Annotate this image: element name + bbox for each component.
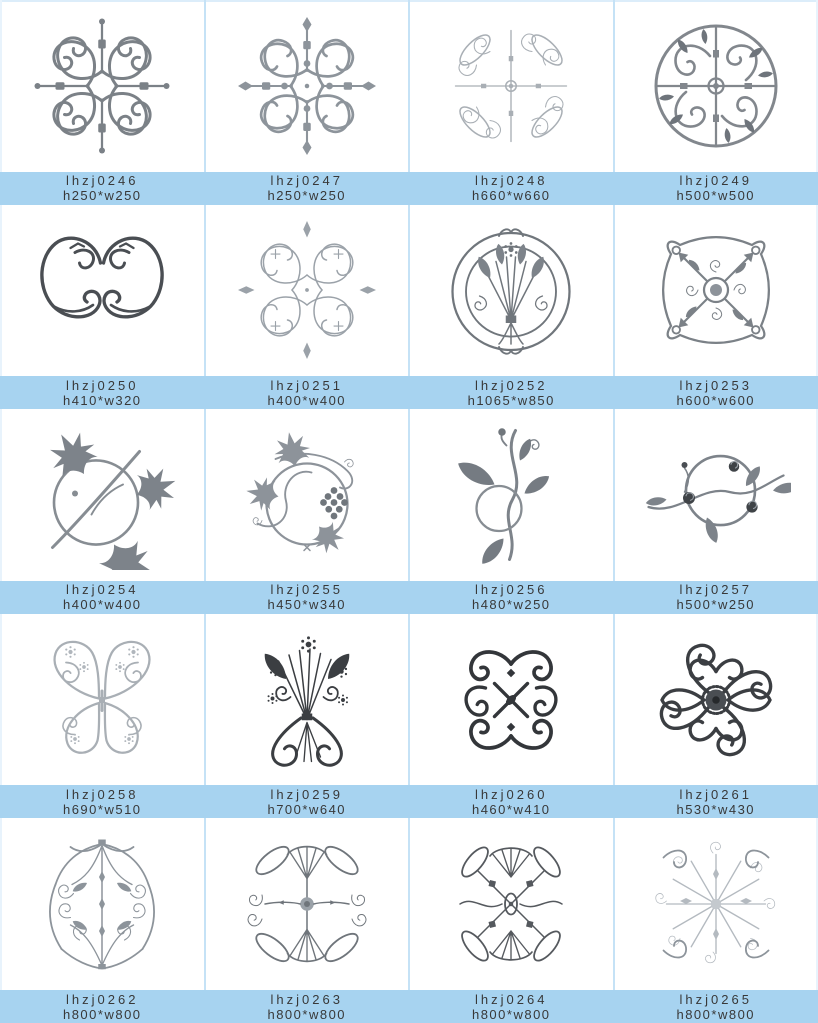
product-size: h800*w800 bbox=[676, 1006, 756, 1022]
product-code: lhzj0252 bbox=[475, 377, 548, 393]
product-code: lhzj0251 bbox=[270, 377, 343, 393]
product-code: lhzj0255 bbox=[270, 582, 343, 598]
product-size: h500*w250 bbox=[676, 597, 756, 613]
product-size: h600*w600 bbox=[676, 392, 756, 408]
product-cell-lhzj0249 bbox=[614, 0, 818, 205]
product-size: h800*w800 bbox=[471, 1006, 551, 1022]
product-size: h800*w800 bbox=[62, 1006, 142, 1022]
product-label-bar bbox=[409, 376, 614, 409]
product-label-bar bbox=[205, 581, 410, 614]
product-cell-lhzj0248 bbox=[409, 0, 614, 205]
product-image bbox=[409, 0, 614, 172]
product-code: lhzj0248 bbox=[475, 173, 548, 189]
product-label-bar bbox=[205, 990, 410, 1023]
product-label-bar bbox=[614, 376, 818, 409]
ornament-image bbox=[636, 420, 796, 570]
product-code: lhzj0261 bbox=[679, 786, 752, 802]
product-size: h1065*w850 bbox=[467, 392, 555, 408]
product-code: lhzj0250 bbox=[66, 377, 139, 393]
product-image bbox=[205, 614, 410, 786]
ornament-image bbox=[227, 829, 387, 979]
product-size: h410*w320 bbox=[62, 392, 142, 408]
product-size: h250*w250 bbox=[267, 188, 347, 204]
product-label-bar bbox=[614, 581, 818, 614]
product-label-bar bbox=[409, 990, 614, 1023]
product-label-bar bbox=[205, 172, 410, 205]
product-code: lhzj0263 bbox=[270, 991, 343, 1007]
product-size: h400*w400 bbox=[62, 597, 142, 613]
product-code: lhzj0257 bbox=[679, 582, 752, 598]
product-cell-lhzj0252 bbox=[409, 205, 614, 410]
product-image bbox=[614, 614, 818, 786]
ornament-image bbox=[22, 829, 182, 979]
product-code: lhzj0256 bbox=[475, 582, 548, 598]
ornament-image bbox=[431, 215, 591, 365]
ornament-image bbox=[431, 11, 591, 161]
product-image bbox=[409, 205, 614, 377]
product-image bbox=[409, 614, 614, 786]
ornament-image bbox=[227, 625, 387, 775]
product-cell-lhzj0255 bbox=[205, 409, 410, 614]
product-label-bar bbox=[205, 785, 410, 818]
product-cell-lhzj0253 bbox=[614, 205, 818, 410]
product-image bbox=[0, 0, 205, 172]
product-label-bar bbox=[0, 172, 205, 205]
product-code: lhzj0249 bbox=[679, 173, 752, 189]
product-code: lhzj0247 bbox=[270, 173, 343, 189]
product-image bbox=[205, 205, 410, 377]
product-size: h700*w640 bbox=[267, 801, 347, 817]
product-size: h660*w660 bbox=[471, 188, 551, 204]
product-size: h480*w250 bbox=[471, 597, 551, 613]
product-code: lhzj0265 bbox=[679, 991, 752, 1007]
product-image bbox=[614, 409, 818, 581]
product-size: h250*w250 bbox=[62, 188, 142, 204]
product-cell-lhzj0263 bbox=[205, 818, 410, 1023]
ornament-image bbox=[227, 215, 387, 365]
product-image bbox=[614, 818, 818, 990]
product-code: lhzj0246 bbox=[66, 173, 139, 189]
product-image bbox=[0, 205, 205, 377]
ornament-image bbox=[431, 420, 591, 570]
product-code: lhzj0264 bbox=[475, 991, 548, 1007]
product-label-bar bbox=[614, 785, 818, 818]
ornament-image bbox=[227, 11, 387, 161]
product-image bbox=[614, 205, 818, 377]
product-cell-lhzj0260 bbox=[409, 614, 614, 819]
product-image bbox=[409, 409, 614, 581]
product-size: h400*w400 bbox=[267, 392, 347, 408]
product-cell-lhzj0258 bbox=[0, 614, 205, 819]
product-label-bar bbox=[0, 581, 205, 614]
product-cell-lhzj0256 bbox=[409, 409, 614, 614]
ornament-image bbox=[636, 215, 796, 365]
product-cell-lhzj0264 bbox=[409, 818, 614, 1023]
product-cell-lhzj0262 bbox=[0, 818, 205, 1023]
ornament-image bbox=[22, 11, 182, 161]
product-cell-lhzj0257 bbox=[614, 409, 818, 614]
product-cell-lhzj0265 bbox=[614, 818, 818, 1023]
product-label-bar bbox=[409, 172, 614, 205]
ornament-image bbox=[22, 625, 182, 775]
product-label-bar bbox=[0, 990, 205, 1023]
product-image bbox=[0, 614, 205, 786]
product-label-bar bbox=[0, 376, 205, 409]
product-label-bar bbox=[614, 990, 818, 1023]
product-image bbox=[205, 0, 410, 172]
product-image bbox=[409, 818, 614, 990]
ornament-image bbox=[22, 420, 182, 570]
ornament-image bbox=[636, 625, 796, 775]
product-size: h690*w510 bbox=[62, 801, 142, 817]
product-cell-lhzj0250 bbox=[0, 205, 205, 410]
product-label-bar bbox=[205, 376, 410, 409]
product-code: lhzj0258 bbox=[66, 786, 139, 802]
product-image bbox=[0, 818, 205, 990]
product-cell-lhzj0246 bbox=[0, 0, 205, 205]
ornament-image bbox=[22, 215, 182, 365]
product-image bbox=[205, 818, 410, 990]
product-code: lhzj0254 bbox=[66, 582, 139, 598]
product-size: h500*w500 bbox=[676, 188, 756, 204]
product-cell-lhzj0254 bbox=[0, 409, 205, 614]
ornament-image bbox=[431, 829, 591, 979]
product-code: lhzj0262 bbox=[66, 991, 139, 1007]
product-size: h800*w800 bbox=[267, 1006, 347, 1022]
product-image bbox=[614, 0, 818, 172]
ornament-image bbox=[431, 625, 591, 775]
ornament-image bbox=[227, 420, 387, 570]
product-image bbox=[0, 409, 205, 581]
product-label-bar bbox=[0, 785, 205, 818]
product-size: h460*w410 bbox=[471, 801, 551, 817]
product-size: h450*w340 bbox=[267, 597, 347, 613]
product-label-bar bbox=[409, 785, 614, 818]
product-cell-lhzj0247 bbox=[205, 0, 410, 205]
ornament-image bbox=[636, 11, 796, 161]
product-code: lhzj0259 bbox=[270, 786, 343, 802]
product-image bbox=[205, 409, 410, 581]
product-cell-lhzj0261 bbox=[614, 614, 818, 819]
product-cell-lhzj0251 bbox=[205, 205, 410, 410]
product-size: h530*w430 bbox=[676, 801, 756, 817]
product-label-bar bbox=[614, 172, 818, 205]
product-code: lhzj0253 bbox=[679, 377, 752, 393]
product-cell-lhzj0259 bbox=[205, 614, 410, 819]
product-code: lhzj0260 bbox=[475, 786, 548, 802]
ornament-image bbox=[636, 829, 796, 979]
product-label-bar bbox=[409, 581, 614, 614]
